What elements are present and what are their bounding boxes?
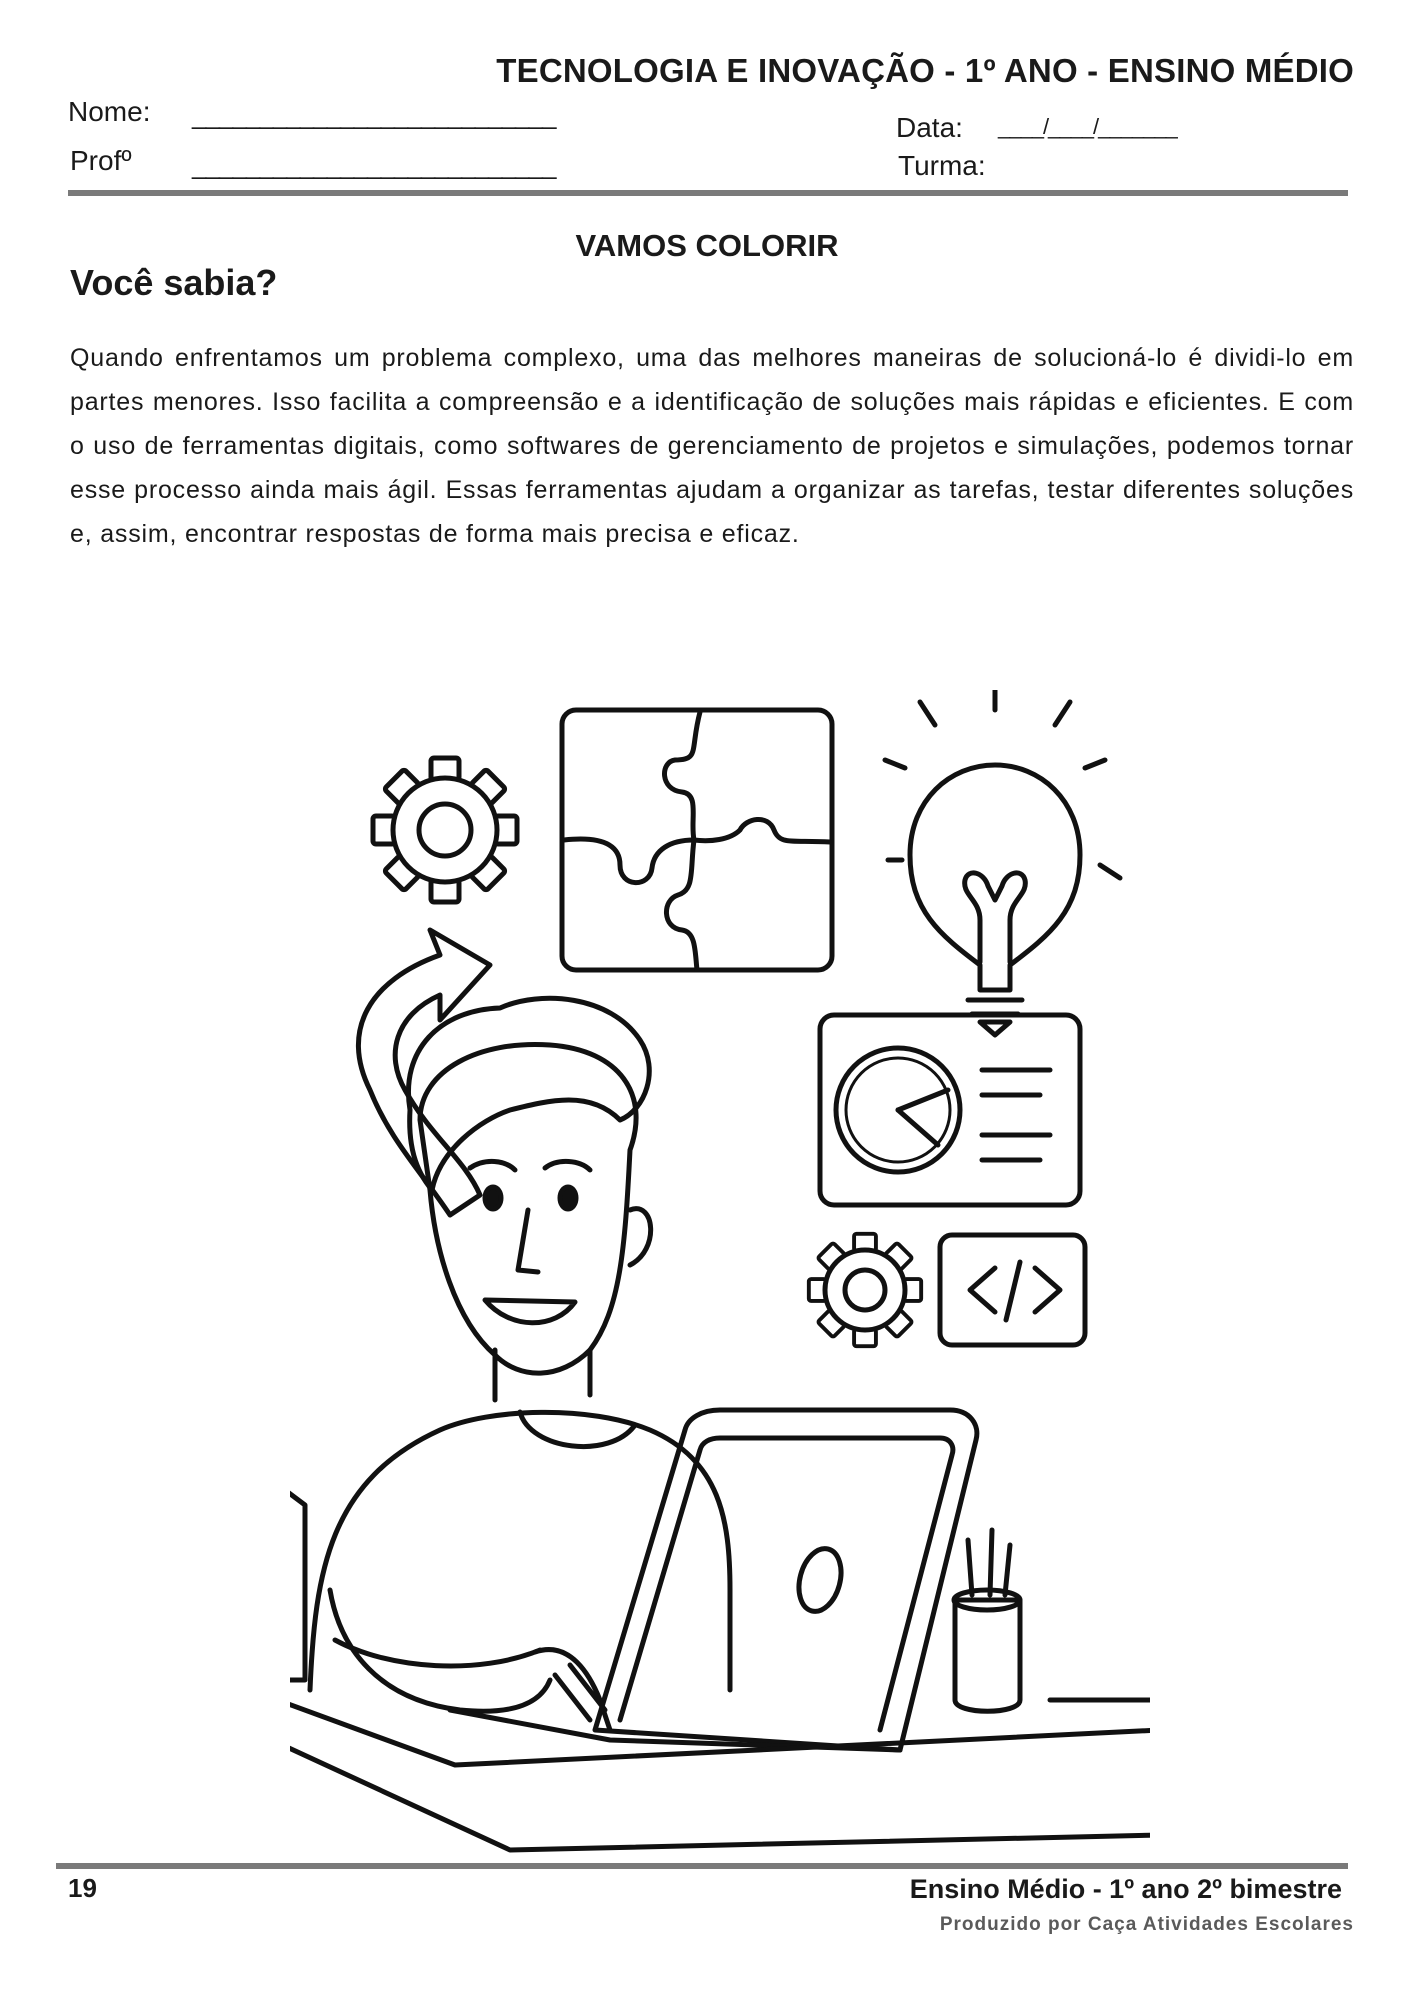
- date-blank-line[interactable]: ____/____/_______: [998, 114, 1177, 139]
- gear-icon: [373, 758, 517, 902]
- code-icon: [940, 1235, 1085, 1345]
- explanation-paragraph: Quando enfrentamos um problema complexo, uma das melhores maneiras de solucioná-lo é dividi-lo em partes menores. Isso facilita a compreensão e a identificação de soluções mais rápidas e eficientes. E com o uso de ferramentas digitais, como softwares de gerenciamento de projetos e simulações, podemos tornar esse processo ainda mais ágil. Essas ferramentas ajudam a organizar as tarefas, testar diferentes soluções e, assim, encontrar respostas de forma mais precisa e eficaz.: [70, 344, 1354, 548]
- footer-credit: Produzido por Caça Atividades Escolares: [939, 1914, 1354, 1935]
- teacher-blank-line[interactable]: ___________________________: [192, 150, 556, 180]
- page-number: 19: [68, 1873, 97, 1903]
- worksheet-title: TECNOLOGIA E INOVAÇÃO - 1º ANO - ENSINO MÉDIO: [496, 52, 1354, 89]
- lightbulb-icon: [885, 690, 1120, 1035]
- teacher-label: Profº: [70, 145, 132, 176]
- date-label: Data:: [896, 112, 963, 143]
- footer-divider: [56, 1863, 1348, 1869]
- name-label: Nome:: [68, 96, 151, 127]
- class-label: Turma:: [898, 150, 986, 181]
- did-you-know-heading: Você sabia?: [70, 262, 278, 303]
- header-divider: [68, 190, 1348, 196]
- person-illustration: [290, 998, 730, 1730]
- footer-course: Ensino Médio - 1º ano 2º bimestre: [909, 1874, 1342, 1904]
- coloring-illustration: [290, 690, 1150, 1860]
- desk: [290, 1690, 1150, 1850]
- pencil-cup-icon: [954, 1530, 1020, 1711]
- gear-icon: [809, 1234, 921, 1346]
- clock-panel-icon: [820, 1015, 1080, 1205]
- laptop-icon: [450, 1410, 977, 1750]
- activity-title: VAMOS COLORIR: [575, 228, 839, 263]
- puzzle-icon: [562, 710, 832, 970]
- cycle-arrow-icon: [358, 930, 490, 1215]
- name-blank-line[interactable]: ___________________________: [192, 100, 556, 130]
